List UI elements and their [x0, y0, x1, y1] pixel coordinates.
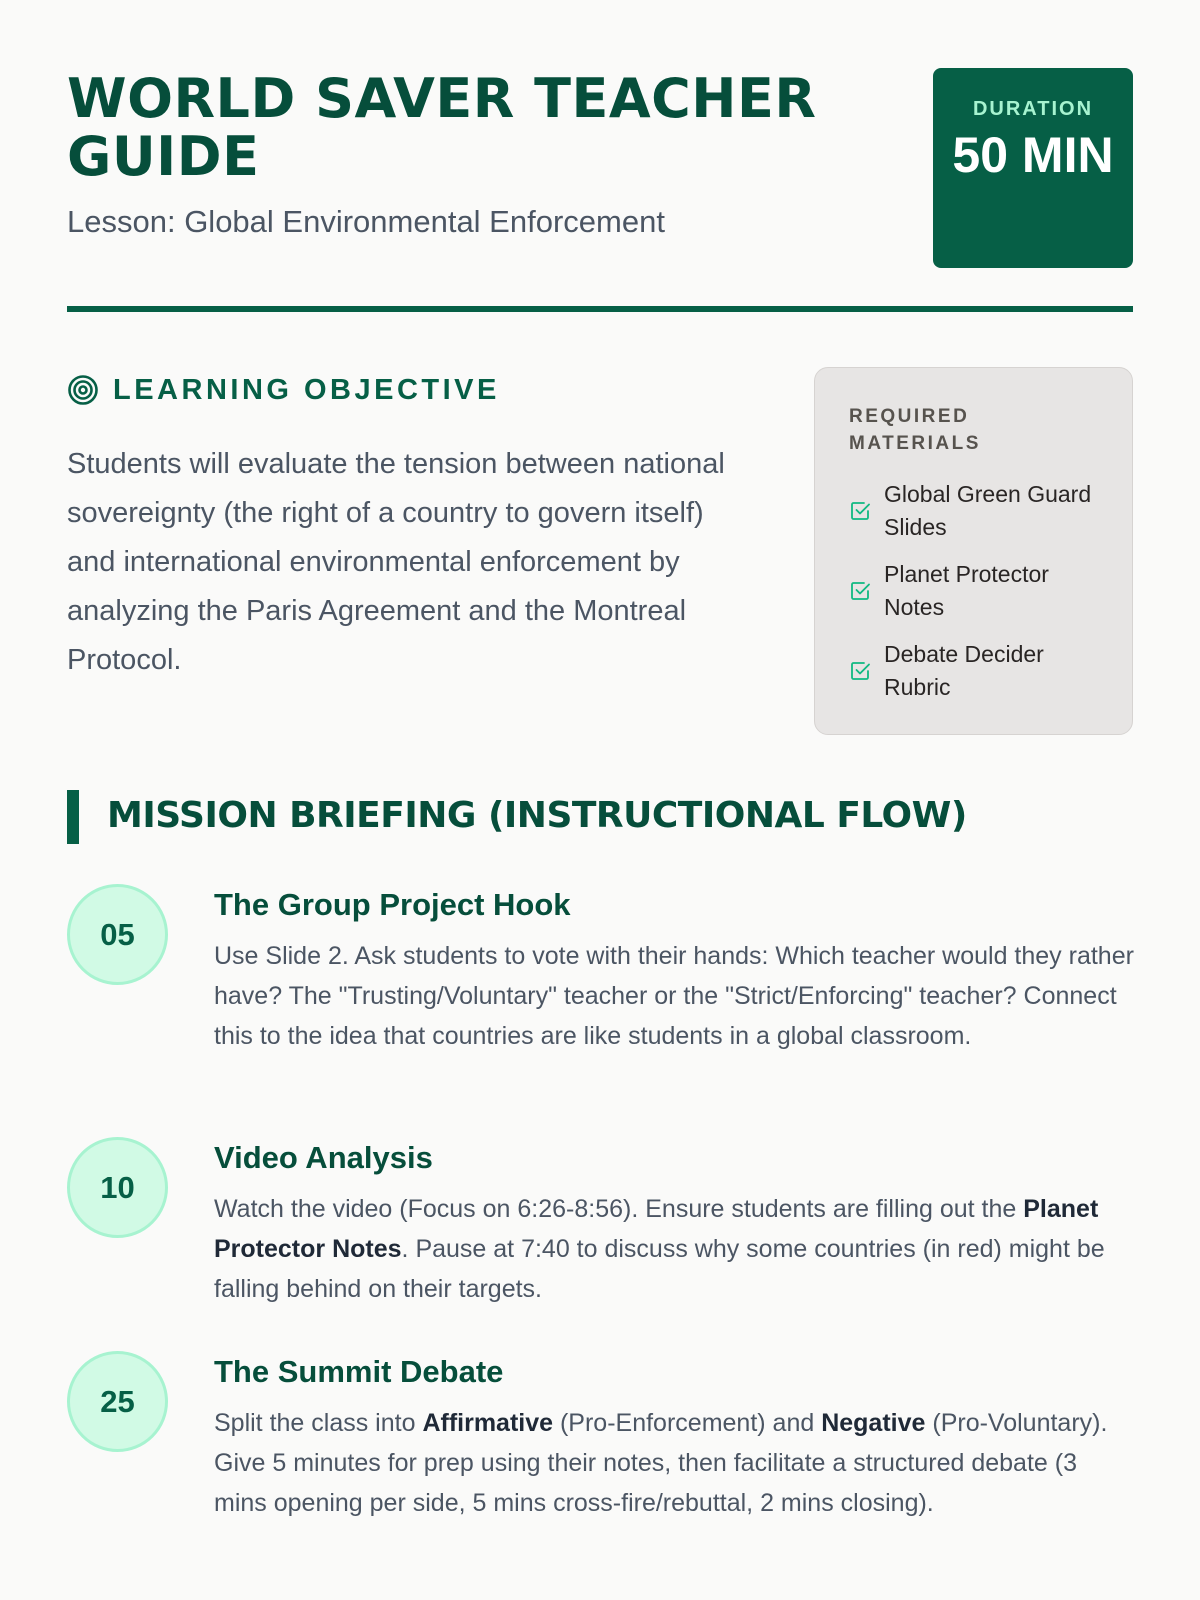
mission-title: MISSION BRIEFING (INSTRUCTIONAL FLOW)	[107, 795, 967, 836]
objective-text: Students will evaluate the tension between national sovereignty (the right of a country to govern itself) and international environmental enforcement by analyzing the Paris Agreement and the Montreal Protocol.	[67, 448, 725, 676]
required-materials-panel	[814, 367, 1133, 735]
step-body-text: Split the class into	[214, 1409, 423, 1437]
materials-item	[849, 638, 1109, 704]
objective-title: LEARNING OBJECTIVE	[113, 373, 500, 406]
step-title: Video Analysis	[214, 1140, 433, 1175]
step-body-text: (Pro-Voluntary). Give 5 minutes for prep using their notes, then facilitate a structured debate (3 mins opening per side, 5 mins cross-fire/rebuttal, 2 mins closing).	[214, 1409, 1108, 1517]
step-body-emphasis: Affirmative	[422, 1409, 554, 1437]
step-minutes-badge: 05	[67, 884, 168, 985]
page-title: WORLD SAVER TEACHER GUIDE	[67, 67, 817, 188]
duration-value: 50 MIN	[952, 127, 1114, 183]
check-square-icon	[849, 500, 871, 522]
step-minutes-badge: 10	[67, 1137, 168, 1238]
step-minutes-badge: 25	[67, 1351, 168, 1452]
step-body-emphasis: Planet Protector Notes	[214, 1195, 1099, 1263]
target-icon	[67, 374, 99, 406]
materials-item-label: Planet Protector Notes	[884, 561, 1049, 620]
guide-header	[67, 62, 1133, 282]
step-body-text: (Pro-Enforcement) and	[553, 1409, 822, 1437]
materials-list	[849, 478, 1109, 718]
header-divider	[67, 306, 1133, 312]
materials-item	[849, 558, 1109, 624]
mission-briefing-heading	[67, 788, 1133, 844]
check-square-icon	[849, 660, 871, 682]
step-body-text: Watch the video (Focus on 6:26-8:56). Ensure students are filling out the	[214, 1195, 1024, 1223]
step-body	[214, 1189, 1134, 1309]
materials-item	[849, 478, 1109, 544]
materials-item-label: Global Green Guard Slides	[884, 481, 1092, 540]
step-body-emphasis: Negative	[821, 1409, 926, 1437]
materials-title: REQUIRED MATERIALS	[849, 406, 981, 454]
step-title: The Summit Debate	[214, 1354, 504, 1389]
objective-heading	[67, 372, 747, 408]
step-body	[214, 1403, 1134, 1523]
check-square-icon	[849, 580, 871, 602]
materials-item-label: Debate Decider Rubric	[884, 641, 1044, 700]
mission-accent-bar	[67, 790, 79, 844]
step-title: The Group Project Hook	[214, 887, 571, 922]
lesson-subtitle: Lesson: Global Environmental Enforcement	[67, 204, 665, 239]
step-body: Use Slide 2. Ask students to vote with their hands: Which teacher would they rather have? The "Trusting/Voluntary" teacher or the "Strict/Enforcing" teacher? Connect this to the idea that countries are like students in a global classroom.	[214, 942, 1134, 1050]
learning-objective-section	[67, 372, 747, 685]
step-body-text: . Pause at 7:40 to discuss why some countries (in red) might be falling behind on their targets.	[214, 1235, 1105, 1303]
duration-badge	[933, 68, 1133, 268]
duration-label: DURATION	[972, 98, 1094, 120]
